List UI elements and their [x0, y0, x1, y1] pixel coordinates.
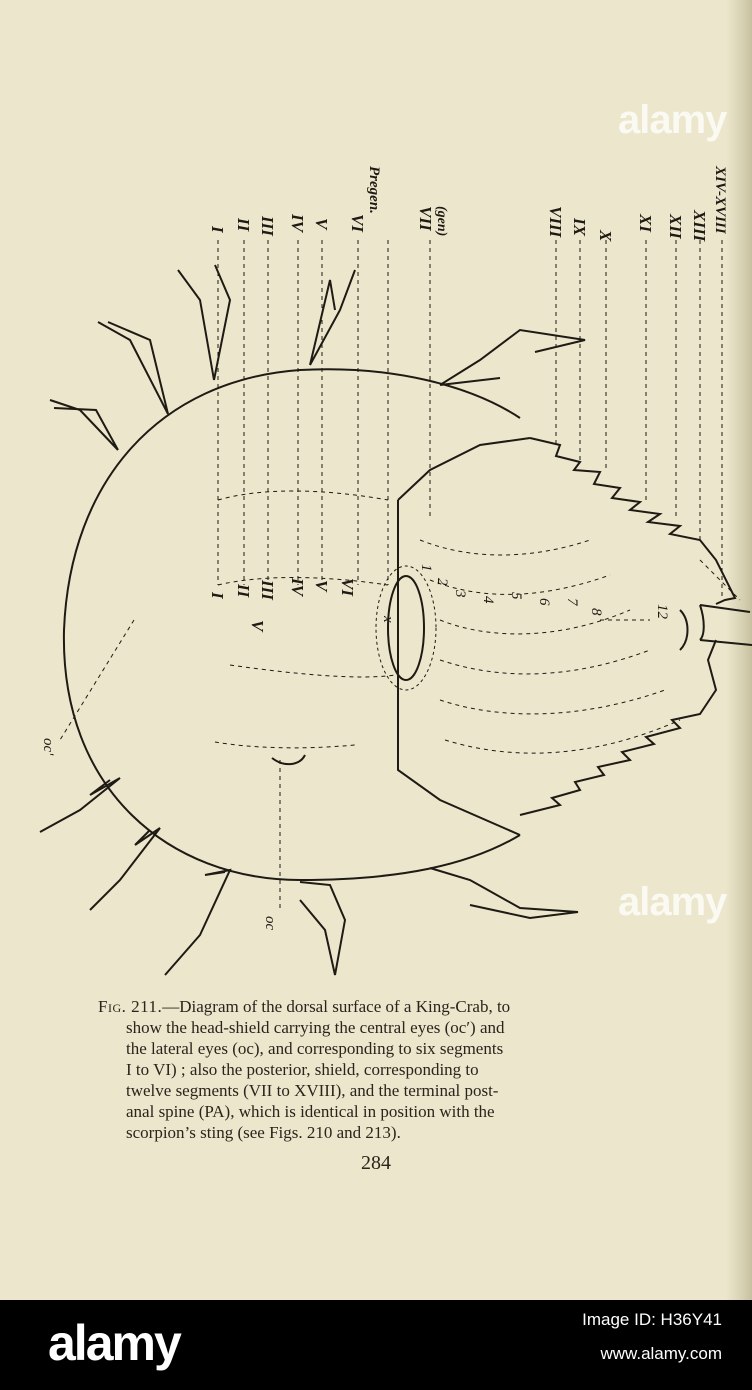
- segment-label-top: VIII: [546, 206, 565, 238]
- watermark: alamy: [618, 880, 727, 924]
- mark-oc: oc: [262, 916, 278, 931]
- page-number: 284: [361, 1152, 391, 1174]
- segment-number: 8: [588, 608, 604, 616]
- segment-number: 5: [508, 592, 524, 600]
- caption-line-1: Fig. 211.—Diagram of the dorsal surface of a King-Crab, to: [98, 997, 511, 1016]
- appendage: [178, 265, 230, 380]
- segment-label-inner: VI: [338, 578, 357, 596]
- appendage: [430, 868, 578, 918]
- segment-label-top: (gen): [434, 206, 449, 237]
- segment-label-top: XIV-XVIII: [712, 166, 728, 234]
- segment-label-top: X: [596, 230, 615, 242]
- caption-line: anal spine (PA), which is identical in position with the: [126, 1102, 495, 1121]
- segment-number: 3: [452, 590, 468, 598]
- caption-line: twelve segments (VII to XVIII), and the terminal post-: [126, 1081, 499, 1100]
- stock-footer: [0, 1300, 752, 1390]
- figure-caption: [98, 996, 698, 1143]
- segment-number: 6: [536, 598, 552, 606]
- appendage: [300, 882, 345, 975]
- segment-label-top: XI: [636, 214, 655, 232]
- caption-line: I to VI) ; also the posterior, shield, corresponding to: [126, 1060, 479, 1079]
- figure-number: Fig. 211.: [98, 997, 163, 1016]
- terminal-spine: [700, 605, 752, 645]
- mark-x: x: [380, 616, 396, 623]
- segment-label-top: Pregen.: [366, 166, 382, 214]
- segment-label-top: V: [312, 218, 331, 230]
- watermark: alamy: [618, 98, 727, 142]
- segment-label-top: XIII: [690, 210, 709, 242]
- posterior-serrated-edge-top: [530, 438, 735, 604]
- segment-label-top: IX: [570, 218, 589, 236]
- segment-number: 1: [418, 564, 434, 572]
- segment-label-inner: I: [208, 592, 227, 599]
- segment-label-inner: IV: [288, 578, 307, 596]
- appendage: [440, 330, 585, 385]
- segment-number: 2: [434, 578, 450, 586]
- image-id: Image ID: H36Y41: [582, 1310, 722, 1329]
- segment-label-top: VI: [348, 214, 367, 232]
- image-id-block: [582, 1310, 722, 1364]
- segment-label-inner: V: [312, 580, 331, 592]
- segment-number: 12: [654, 604, 670, 619]
- segment-label-inner: V: [248, 620, 267, 632]
- head-shield-outline: [64, 369, 520, 880]
- caption-line: show the head-shield carrying the central eyes (oc′) and: [126, 1018, 505, 1037]
- segment-label-top: I: [208, 226, 227, 233]
- segment-label-inner: II: [234, 584, 253, 598]
- mark-oc-prime: oc': [40, 738, 56, 756]
- caption-line: scorpion’s sting (see Figs. 210 and 213).: [126, 1123, 401, 1142]
- appendage: [165, 870, 230, 975]
- site-url: www.alamy.com: [600, 1344, 722, 1363]
- appendage: [98, 322, 168, 414]
- caption-line: the lateral eyes (oc), and corresponding to six segments: [126, 1039, 504, 1058]
- posterior-serrated-edge-bottom: [520, 640, 716, 815]
- appendage: [90, 828, 160, 910]
- appendage: [310, 270, 355, 365]
- segment-label-top: IV: [288, 214, 307, 232]
- segment-label-top: XII: [666, 214, 685, 239]
- segment-label-top: II: [234, 218, 253, 232]
- appendage: [50, 400, 118, 450]
- posterior-shield-outline: [398, 500, 520, 835]
- segment-label-inner: III: [258, 580, 277, 600]
- segment-number: 7: [564, 598, 580, 606]
- segment-number: 4: [480, 596, 496, 604]
- alamy-logo: alamy: [48, 1315, 180, 1371]
- segment-label-top: III: [258, 216, 277, 236]
- segment-label-top: VII: [416, 206, 435, 231]
